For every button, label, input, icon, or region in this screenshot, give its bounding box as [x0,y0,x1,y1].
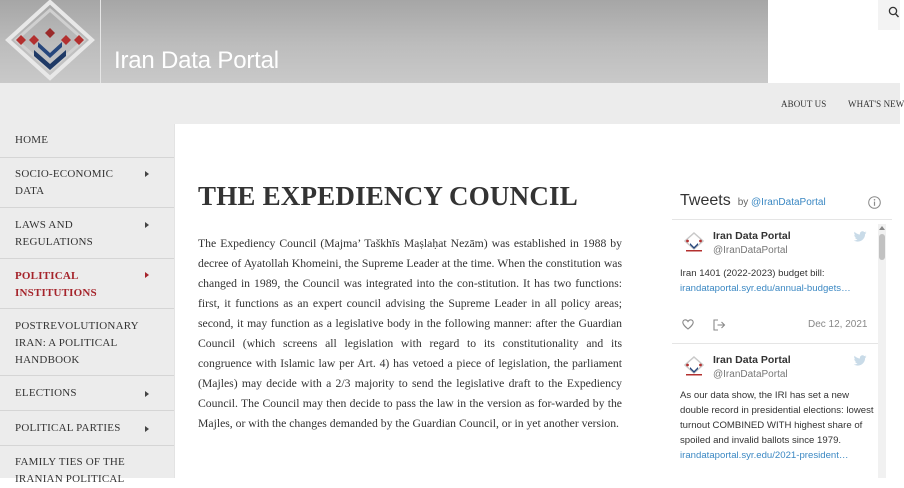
tweets-scrollbar[interactable] [878,224,886,478]
tweets-widget [672,186,892,478]
submenu-arrow-icon [145,426,149,432]
share-icon[interactable] [713,319,726,331]
avatar [684,232,704,252]
sidebar-item-label: POSTREVOLUTIONARY IRAN: A POLITICAL HANDBOOK [15,320,139,366]
tweet-author-name[interactable]: Iran Data Portal [713,354,791,366]
tweet-link[interactable]: irandataportal.syr.edu/2021-president… [680,450,849,461]
heart-icon[interactable] [682,319,694,330]
tweet-link[interactable]: irandataportal.syr.edu/annual-budgets… [680,283,851,294]
tweet-divider [672,343,878,344]
logo-diamond-icon [0,0,100,83]
sidebar-item-political-parties[interactable] [0,411,174,446]
tweets-scrollbar-thumb[interactable] [879,234,885,260]
sidebar-item-label: FAMILY TIES OF THE IRANIAN POLITICAL [15,456,125,485]
sidebar-item-political-institutions[interactable] [0,259,174,309]
submenu-arrow-icon [145,391,149,397]
sidebar-item-laws-and-regulations[interactable] [0,208,174,259]
tweet-author-handle[interactable]: @IranDataPortal [713,369,788,380]
sidebar-item-family-ties[interactable] [0,446,174,486]
topnav-whats-new[interactable]: WHAT'S NEW [848,99,904,109]
twitter-bird-icon[interactable] [854,355,867,366]
tweets-header [680,192,826,210]
tweet-date[interactable]: Dec 12, 2021 [808,319,868,330]
tweet-body: Iran 1401 (2022-2023) budget bill: [680,268,825,279]
site-logo[interactable] [0,0,100,83]
page-title: THE EXPEDIENCY COUNCIL [198,181,578,211]
tweet-card[interactable] [672,352,876,482]
search-icon[interactable] [888,6,900,20]
tweet-author-name[interactable]: Iran Data Portal [713,230,791,242]
tweet-author-handle[interactable]: @IranDataPortal [713,245,788,256]
tweets-by-handle-link[interactable]: @IranDataPortal [751,197,826,208]
tweet-text [680,266,876,296]
sidebar-item-label: POLITICAL INSTITUTIONS [15,270,97,299]
submenu-arrow-icon [145,171,149,177]
sidebar [0,124,175,485]
site-title[interactable]: Iran Data Portal [114,47,279,74]
header-divider [100,0,101,83]
topnav-about-us[interactable]: ABOUT US [781,99,827,109]
sidebar-item-home[interactable] [0,124,174,158]
sidebar-item-label: POLITICAL PARTIES [15,422,121,434]
tweet-card[interactable] [672,228,876,338]
info-icon[interactable] [868,196,881,209]
submenu-arrow-icon [145,222,149,228]
tweet-actions [672,319,876,333]
tweet-body: As our data show, the IRI has set a new double record in presidential elections: lowest turnout COMBINED WITH highest share of spoiled and invalid ballots since 1979. [680,390,874,446]
sidebar-item-label: HOME [15,134,49,146]
sidebar-item-label: LAWS AND REGULATIONS [15,219,93,248]
sidebar-item-elections[interactable] [0,376,174,411]
twitter-bird-icon[interactable] [854,231,867,242]
tweets-title: Tweets [680,192,731,209]
site-header [0,0,768,83]
tweets-header-divider [672,219,892,220]
sidebar-item-label: SOCIO-ECONOMIC DATA [15,168,114,197]
sidebar-item-postrevolutionary-iran[interactable] [0,309,174,376]
avatar [684,356,704,376]
submenu-arrow-icon [145,272,149,278]
tweets-by [738,197,826,208]
article-body: The Expediency Council (Majma’ Taškhīs Maṣlaḥat Nezām) was established in 1988 by decree of Ayatollah Khomeini, the Supreme Leader at the time. When the constitution was changed in 1989, the Council was integrated into the con-stitution. It has two functions: first, it functions as an expert council advising the Supreme Leader in all policy areas; second, it may function as a legislative body in the following manner: after the Guardian Council (which screens all legislation with regard to its constitutionality and its congruence with Islamic law per Art. 4) has vetoed a piece of legislation, the parliament (Majles) may decide with a 2/3 majority to send the legislative draft to the Expediency Council. The Council may then decide to pass the law in the version as for-warded by the Majles, or with the changes demanded by the Guardian Council, or in yet another version. [198,237,622,430]
top-nav [0,83,900,124]
sidebar-item-label: ELECTIONS [15,387,77,399]
tweet-text [680,388,876,463]
scroll-up-arrow-icon[interactable] [879,226,885,230]
sidebar-item-socio-economic-data[interactable] [0,158,174,208]
tweets-by-prefix: by [737,197,749,208]
